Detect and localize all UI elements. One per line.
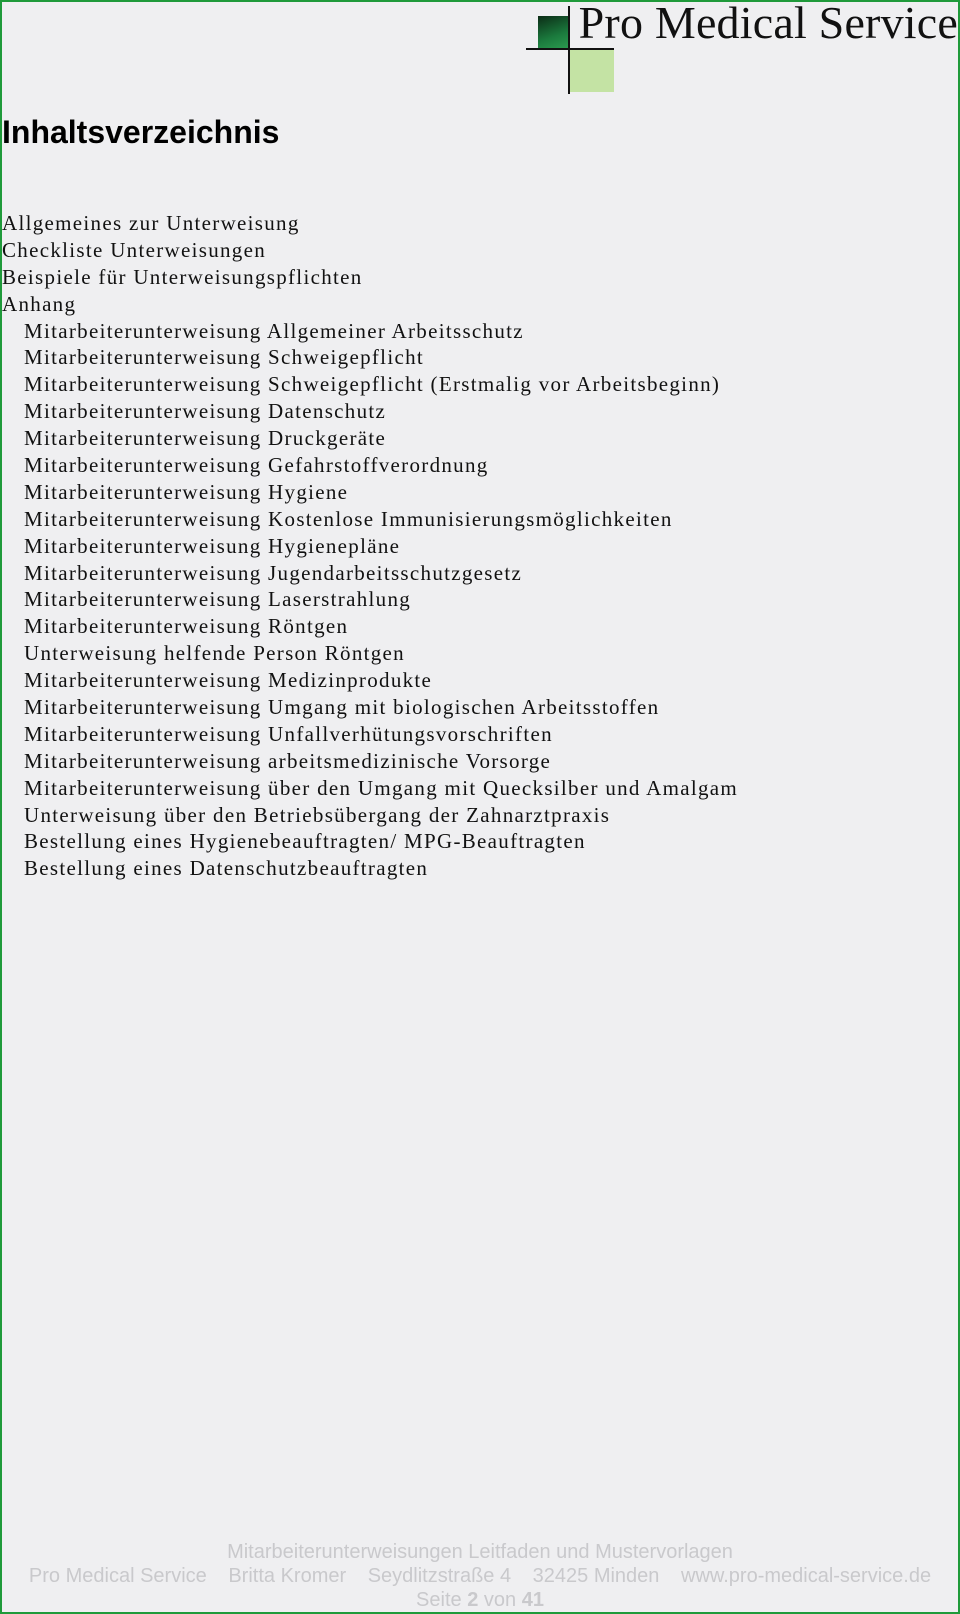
toc-item[interactable]: Mitarbeiterunterweisung Unfallverhütungsvorschriften: [24, 721, 553, 746]
toc-item[interactable]: Bestellung eines Datenschutzbeauftragten: [24, 856, 429, 881]
toc-item[interactable]: Mitarbeiterunterweisung Röntgen: [24, 614, 349, 639]
toc-item[interactable]: Mitarbeiterunterweisung Hygienepläne: [24, 533, 401, 558]
toc-item[interactable]: Mitarbeiterunterweisung Datenschutz: [24, 399, 387, 424]
toc-item[interactable]: Mitarbeiterunterweisung arbeitsmedizinische Vorsorge: [24, 748, 552, 773]
page-footer: [2, 1540, 958, 1612]
footer-city: 32425 Minden: [532, 1565, 660, 1587]
footer-doc-title: Mitarbeiterunterweisungen Leitfaden und Mustervorlagen: [227, 1541, 733, 1563]
table-of-contents: [2, 210, 902, 882]
toc-item[interactable]: Mitarbeiterunterweisung Gefahrstoffverordnung: [24, 453, 489, 478]
toc-item[interactable]: Checkliste Unterweisungen: [2, 237, 267, 262]
toc-item[interactable]: Mitarbeiterunterweisung Umgang mit biologischen Arbeitsstoffen: [24, 695, 660, 720]
toc-item[interactable]: Mitarbeiterunterweisung über den Umgang mit Quecksilber und Amalgam: [24, 775, 739, 800]
footer-street: Seydlitzstraße 4: [367, 1565, 512, 1587]
toc-item[interactable]: Mitarbeiterunterweisung Allgemeiner Arbeitsschutz: [24, 318, 524, 343]
footer-address: [2, 1564, 958, 1588]
footer-company: Pro Medical Service: [28, 1565, 207, 1587]
toc-item[interactable]: Mitarbeiterunterweisung Medizinprodukte: [24, 668, 433, 693]
page-total: 41: [521, 1589, 544, 1611]
toc-item[interactable]: Mitarbeiterunterweisung Druckgeräte: [24, 426, 387, 451]
brand-name: Pro Medical Service: [578, 0, 958, 48]
logo-dark-square: [538, 16, 570, 48]
footer-website[interactable]: www.pro-medical-service.de: [681, 1565, 932, 1587]
footer-page-number: [2, 1588, 958, 1612]
toc-item[interactable]: Unterweisung helfende Person Röntgen: [24, 641, 405, 666]
toc-item[interactable]: Allgemeines zur Unterweisung: [2, 211, 300, 235]
page-prefix: Seite: [416, 1589, 462, 1611]
toc-item[interactable]: Mitarbeiterunterweisung Laserstrahlung: [24, 587, 412, 612]
toc-item[interactable]: Bestellung eines Hygienebeauftragten/ MPG-Beauftragten: [24, 829, 586, 854]
toc-item[interactable]: Beispiele für Unterweisungspflichten: [2, 264, 363, 289]
toc-item[interactable]: Mitarbeiterunterweisung Schweigepflicht (Erstmalig vor Arbeitsbeginn): [24, 372, 721, 397]
toc-item[interactable]: Anhang: [2, 291, 77, 316]
page-current: 2: [467, 1589, 479, 1611]
page-title: Inhaltsverzeichnis: [2, 114, 280, 150]
toc-item[interactable]: Mitarbeiterunterweisung Schweigepflicht: [24, 345, 425, 370]
toc-item[interactable]: Mitarbeiterunterweisung Kostenlose Immunisierungsmöglichkeiten: [24, 506, 673, 531]
page-of: von: [483, 1589, 517, 1611]
toc-item[interactable]: Unterweisung über den Betriebsübergang der Zahnarztpraxis: [24, 802, 611, 827]
toc-item[interactable]: Mitarbeiterunterweisung Jugendarbeitsschutzgesetz: [24, 560, 523, 585]
toc-item[interactable]: Mitarbeiterunterweisung Hygiene: [24, 479, 349, 504]
logo-light-square: [570, 50, 614, 92]
logo-vertical-line: [568, 6, 570, 94]
footer-person: Britta Kromer: [228, 1565, 347, 1587]
